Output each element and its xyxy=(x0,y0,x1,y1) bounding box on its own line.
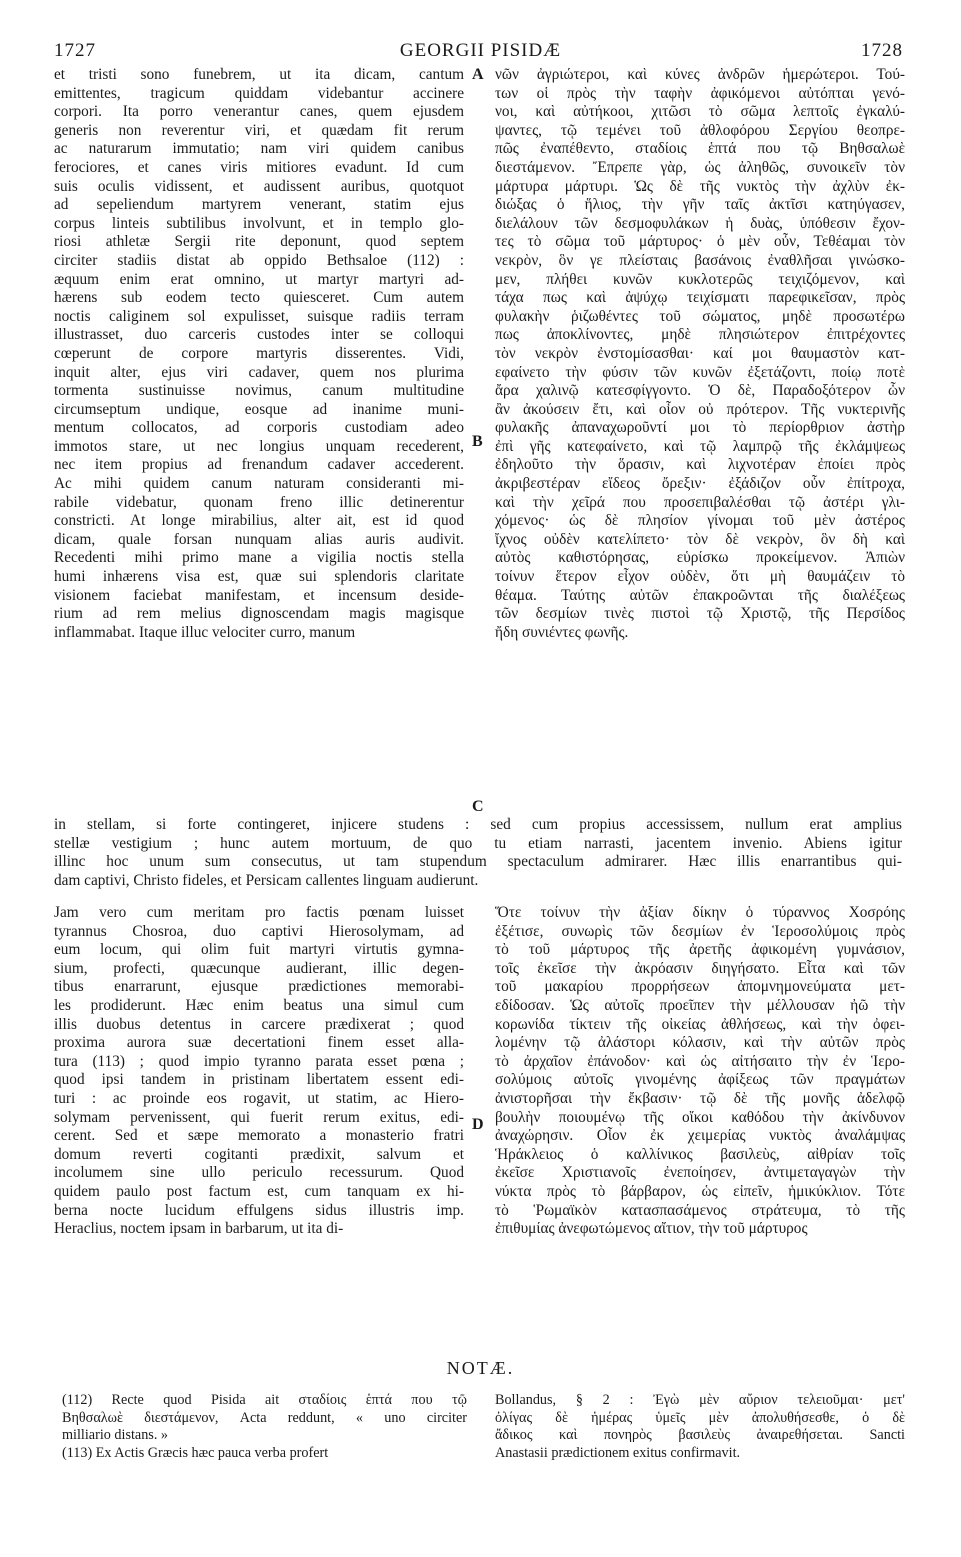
text-line: in stellam, si forte contingeret, injicere studens : sed cum propius accessissem, nullum erat amplius xyxy=(54,816,902,833)
text-line: stellæ vestigium ; hunc autem mortuum, de quo tu etiam narrasti, jacentem invenio. Abiens igitur xyxy=(54,834,902,852)
text-line: τὸ Ῥωμαϊκὸν κατασπασάμενος στράτευμα, τὸ τῆς xyxy=(495,1201,905,1219)
text-line: corpori. Ita porro venerantur canes, quem ejusdem xyxy=(54,103,464,121)
text-line: quod ipsi tandem in pristinam libertatem essent edi- xyxy=(54,1071,464,1089)
text-line: tormenta sustinuisse novimus, canum multitudine xyxy=(54,382,464,400)
text-line: cerent. Sed et sæpe memorato a monasterio fratri xyxy=(54,1127,464,1145)
text-line: πῶς ἐναπέθεντο, σταδίοις ἑπτά που τῷ Βηθσαλωὲ xyxy=(495,140,905,158)
notae-title: NOTÆ. xyxy=(446,1358,515,1378)
text-line: τὸν νεκρὸν ἐνστομίσασθαι· καί μοι θαυμαστὸν κατ- xyxy=(495,344,905,362)
section-marker-a: A xyxy=(472,66,484,83)
notes-left xyxy=(62,1392,467,1462)
text-line: Ἡράκλειος ὁ καλλίνικος βασιλεὺς, αἰθρίαν τοῖς xyxy=(495,1145,905,1163)
text-line: riosi athletæ Sergii rite deponunt, quod septem xyxy=(54,233,464,251)
text-line: turi : ac proinde eos rogavit, ut statim, ac Hiero- xyxy=(54,1089,464,1107)
text-line: νοι, καὶ αὐτήκοοι, χιτῶσι τὸ σῶμα λεπτοῖς ἐγκαλύ- xyxy=(495,103,905,121)
text-line: milliario distans. » xyxy=(62,1427,169,1443)
text-line: Recedenti mihi primo mane a vigilia noctis stella xyxy=(54,549,464,567)
text-line: eum locum, qui olim fuit martyri virtutis gymna- xyxy=(54,941,464,959)
text-line: æquum enim erat omnino, ut martyr martyri ad- xyxy=(54,270,464,288)
text-line: χόμενος· ὡς δὲ πλησίον γίνομαι τοῦ μὲν ἀστέρος xyxy=(495,512,905,530)
text-line: les prodiderunt. Hæc enim beatus una simul cum xyxy=(54,996,464,1014)
section-marker-b: B xyxy=(472,433,483,450)
greek-column-bottom xyxy=(495,904,905,1239)
text-line: Heraclius, noctem ipsam in barbarum, ut ita di- xyxy=(54,1220,344,1238)
text-line: cœperunt de corpore martyris disserentes. Vidi, xyxy=(54,344,464,362)
text-line: Βηθσαλωὲ διεστάμενον, Acta reddunt, « uno circiter xyxy=(62,1409,467,1426)
text-line: emittentes, tragicum quiddam videbantur accinere xyxy=(54,84,464,102)
text-line: inflammabat. Itaque illuc velociter curro, manum xyxy=(54,623,356,641)
text-line: (113) Ex Actis Græcis hæc pauca verba profert xyxy=(62,1444,329,1461)
text-line: ἄρα χαλινῷ κατεσφίγγοντο. Ὁ δὲ, Παραδοξότερον ὧν xyxy=(495,382,905,400)
text-line: ferociores, et canes viris mitiores evadunt. Id cum xyxy=(54,158,464,176)
text-line: et tristi sono funebrem, ut ita dicam, cantum xyxy=(54,66,464,83)
text-line: ὀλίγας δὲ ἡμέρας ὑμεῖς μὲν ἀπολυθήσεσθε, ὁ δὲ xyxy=(495,1409,905,1426)
text-line: ἐδηλοῦτο τὴν ὅρασιν, καὶ λιχνοτέραν ἐποίει πρὸς xyxy=(495,456,905,474)
text-line: nec item propius ad frenandum cadaver accederent. xyxy=(54,456,464,474)
text-line: tibus enarrarunt, ejusque prædictiones memorabi- xyxy=(54,978,464,996)
text-line: generis non reverentur viri, et quædam fit rerum xyxy=(54,121,464,139)
header-right-number: 1728 xyxy=(861,40,903,61)
text-line: illinc hoc unum sum consecutus, ut tam stupendum spectaculum admirarer. Hæc illis enarrantibus qui- xyxy=(54,853,902,871)
text-line: Bollandus, § 2 : Ἐγὼ μὲν αὔριον τελειοῦμαι· μετ' xyxy=(495,1392,905,1408)
text-line: corpus linteis subtilibus involvunt, et in templo glo- xyxy=(54,214,464,232)
text-line: Ac mihi quidem canum naturam consideranti mi- xyxy=(54,475,464,493)
text-line: tyrannus Chosroa, duo captivi Hierosolymam, ad xyxy=(54,922,464,940)
text-line: circiter stadiis distat ab oppido Bethsaloe (112) : xyxy=(54,251,464,269)
text-line: Ὅτε τοίνυν τὴν ἀξίαν δίκην ὁ τύραννος Χοσρόης xyxy=(495,904,905,921)
text-line: ad sepeliendum martyrem venerant, statim ejus xyxy=(54,196,464,214)
text-line: φυλακὴν ῥιζωθέντες τοῦ σώματος, μηδὲ προσωτέρω xyxy=(495,307,905,325)
latin-column-bottom xyxy=(54,904,464,1239)
text-line: ἄδικος καὶ πονηρὸς βασιλεὺς ἀναιρεθήσεται. Sancti xyxy=(495,1427,905,1443)
text-line: solymam pervenissent, qui fuerit rerum exitus, edi- xyxy=(54,1108,464,1126)
text-line: κορωνίδα τίκτειν τῆς οἰκείας ἀθλήσεως, καὶ τὴν ὀφει- xyxy=(495,1015,905,1033)
text-line: πως ἀποκλίνοντες, μηδὲ πλησιώτερον ἐπιτρέχοντες xyxy=(495,326,905,344)
text-line: ψαντες, τῷ τεμένει τοῦ ἀθλοφόρου Σεργίου θεοπρε- xyxy=(495,121,905,139)
text-line: rium ad rem melius dignoscendam magis magisque xyxy=(54,605,464,623)
text-line: μάρτυρα μάρτυρι. Ὡς δὲ τῆς νυκτὸς τὴν ἀχλὺν ἐκ- xyxy=(495,177,905,195)
text-line: εδίδοσαν. Ὡς αὐτοῖς προεῖπεν τὴν μέλλουσαν ἠῶ τὴν xyxy=(495,996,905,1014)
text-line: circumseptum undique, eosque ad inanime muni- xyxy=(54,400,464,418)
text-line: constricti. At longe mirabilius, alter ait, est id quod xyxy=(54,512,464,530)
text-line: immotos stare, ut nec longius unquam recederent, xyxy=(54,437,464,455)
text-line: τοίνυν ἕτερον εἶχον οὐδὲν, ὅτι μὴ θαυμάζειν τὸ xyxy=(495,568,905,586)
section-marker-d: D xyxy=(472,1116,484,1133)
text-line: λομένην τῷ ἀλάστορι κόλασιν, καὶ τὴν αὐτῶν πρὸς xyxy=(495,1034,905,1052)
text-line: illis duobus detentus in carcere prædixerat ; quod xyxy=(54,1015,464,1033)
text-line: ἤδη συνιέντες φωνῆς. xyxy=(495,623,629,641)
text-line: dam captivi, Christo fideles, et Persicam callentes linguam audierunt. xyxy=(54,871,479,889)
text-line: ἐξέτισε, συνωρὶς τῶν δεσμίων ἐν Ἱεροσολύμοις πρὸς xyxy=(495,922,905,940)
text-line: ἀναχώρησιν. Οἷον ἐκ χειμερίας νυκτὸς ἀναλάμψας xyxy=(495,1127,905,1145)
text-line: διεστάμενον. Ἔπρεπε γὰρ, ὡς ἀληθῶς, συνοικεῖν τὸν xyxy=(495,158,905,176)
text-line: εφαίνετο τὴν φύσιν τῶν κυνῶν ἐξετάζοντι, ποίῳ ποτὲ xyxy=(495,363,905,381)
text-line: τες τὸ σῶμα τοῦ μάρτυρος· ὁ μὲν οὖν, Τεθέαμαι τὸν xyxy=(495,233,905,251)
text-line: rabile videbatur, quonam freno illic detinerentur xyxy=(54,493,464,511)
text-line: νεκρὸν, ὃν γε πλείσταις βασάνοις ἐναθλῆσαι γινώσκο- xyxy=(495,251,905,269)
notes-right xyxy=(495,1392,905,1462)
text-line: τοῦ μακαρίου προρρήσεων ἀπομνημονεύματα μετ- xyxy=(495,978,905,996)
text-line: τὸ ἀρχαῖον ἐπάνοδον· καὶ ὡς αἰτήσαιτο τὴν ἐν Ἱερο- xyxy=(495,1052,905,1070)
text-line: ἂν ἀκούσειν ἔτι, καὶ οἷον οὐ πρότερον. Τῆς νυκτερινῆς xyxy=(495,400,905,418)
text-line: hærens sub eodem tecto quiesceret. Cum autem xyxy=(54,289,464,307)
latin-column-top xyxy=(54,66,464,642)
text-line: proxima aurora suæ decertationi finem esset alla- xyxy=(54,1034,464,1052)
text-line: ἐπιθυμίας ἀνεφωτώμενος αἴτιον, τὴν τοῦ μάρτυρος xyxy=(495,1220,808,1238)
text-line: humi inhærens visa est, quæ sui splendoris claritate xyxy=(54,568,464,586)
running-title: GEORGII PISIDÆ xyxy=(399,40,562,61)
header-left-number: 1727 xyxy=(54,40,96,61)
text-line: visionem faciebat manifestam, et incensum deside- xyxy=(54,586,464,604)
text-line: Anastasii prædictionem exitus confirmavit. xyxy=(495,1444,741,1461)
section-marker-c: C xyxy=(472,798,484,815)
text-line: φυλακῆς ἀπαναχωροῦντί μοι τὸ περίορθριον ἀστὴρ xyxy=(495,419,905,437)
greek-column-top xyxy=(495,66,905,642)
text-line: διώξας ὁ ἥλιος, τὴν γῆν ταῖς ἀκτῖσι κατηύγασεν, xyxy=(495,196,905,214)
text-line: noctis caliginem sol expulisset, suisque radiis terram xyxy=(54,307,464,325)
full-width-passage xyxy=(54,816,902,890)
text-line: ἀνιστορῆσαι τὴν ἔκβασιν· τῷ δὲ τῆς μονῆς ἀδελφῷ xyxy=(495,1089,905,1107)
text-line: νύκτα πρὸς τὸ βάρβαρον, ὡς εἰπεῖν, ἡμικύκλιον. Τότε xyxy=(495,1182,905,1200)
text-line: ac naturarum immutatio; nam viri quidem canibus xyxy=(54,140,464,158)
text-line: berna nocte lucidum effulgens sidus illustris imp. xyxy=(54,1201,464,1219)
text-line: σολύμοις αὐτοῖς γινομένης ἀφίξεως τῶν πραγμάτων xyxy=(495,1071,905,1089)
text-line: τάχα πως καὶ ἀψύχῳ τειχίσματι παρεφικεῖσαν, πρὸς xyxy=(495,289,905,307)
text-line: τοῖς ἐκεῖσε τὴν ἀκρόασιν διηγήσατο. Εἶτα καὶ τῶν xyxy=(495,959,905,977)
text-line: dicam, quale forsan nunquam alias auris audivit. xyxy=(54,530,464,548)
text-line: tura (113) ; quod impio tyranno parata esset pœna ; xyxy=(54,1052,464,1070)
text-line: μεν, πλήθει κυνῶν κυκλοτερῶς τειχιζόμενον, καὶ xyxy=(495,270,905,288)
text-line: ἐκεῖσε Χριστιανοῖς ἐνεποίησεν, ἀντιμεταγαγὼν τὴν xyxy=(495,1164,905,1182)
text-line: sium, profecti, quæcunque audierant, illic degen- xyxy=(54,959,464,977)
text-line: domum reverti cogitanti prædixit, salvum et xyxy=(54,1145,464,1163)
text-line: τῶν δεσμίων τινὲς πιστοὶ τῷ Χριστῷ, τῆς Περσίδος xyxy=(495,605,905,623)
text-line: αὐτὸς καθιστόρησας, εὑρίσκω προκείμενον. Ἀπιὼν xyxy=(495,549,905,567)
text-line: ἐπὶ γῆς κατεφαίνετο, καὶ τῷ λαμπρῷ τῆς ἐκλάμψεως xyxy=(495,437,905,455)
text-line: διελάλουν τῶν δεσμοφυλάκων ἡ δυὰς, ὑπόθεσιν ἔχον- xyxy=(495,214,905,232)
text-line: ἀκριβεστέραν εἴδεος ὄρεξιν· ἐξάδιζον οὖν ἐπίτροχα, xyxy=(495,475,905,493)
text-line: mentum collocatos, ad corporis custodiam adeo xyxy=(54,419,464,437)
text-line: βουλὴν ποιουμένῳ τῆς οἴκοι καθόδου τὴν ἀκίνδυνον xyxy=(495,1108,905,1126)
text-line: quidem paulo post factum est, cum tanquam ex hi- xyxy=(54,1182,464,1200)
text-line: θέαμα. Ταύτης αὐτῶν ἐπακροῶνται τῆς διαλέξεως xyxy=(495,586,905,604)
text-line: τὸ τοῦ μάρτυρος τῆς ἀρετῆς ἀφικομένη γυμνάσιον, xyxy=(495,941,905,959)
text-line: νῶν ἀγριώτεροι, καὶ κύνες ἀνδρῶν ἡμερώτεροι. Τού- xyxy=(495,66,905,83)
text-line: Jam vero cum meritam pro factis pœnam luisset xyxy=(54,904,464,921)
text-line: incolumem sine ullo periculo recessurum. Quod xyxy=(54,1164,464,1182)
text-line: των οἱ πρὸς τὴν ταφὴν ἀφικόμενοι αὐτόπται γενό- xyxy=(495,84,905,102)
text-line: illustrasset, duo carceris custodes inter se colloqui xyxy=(54,326,464,344)
text-line: suis oculis vidissent, et audissent auribus, quotquot xyxy=(54,177,464,195)
text-line: (112) Recte quod Pisida ait σταδίοις ἑπτά που τῷ xyxy=(62,1392,467,1408)
text-line: inquit alter, ejus viri cadaver, quem nos plurima xyxy=(54,363,464,381)
text-line: ἴχνος οὐδὲν κατελίπετο· τὸν δὲ νεκρὸν, ὃν δὴ καὶ xyxy=(495,530,905,548)
text-line: καὶ τὴν χεῖρά που προσεπιβαλέσθαι τῷ ἀστέρι γλι- xyxy=(495,493,905,511)
